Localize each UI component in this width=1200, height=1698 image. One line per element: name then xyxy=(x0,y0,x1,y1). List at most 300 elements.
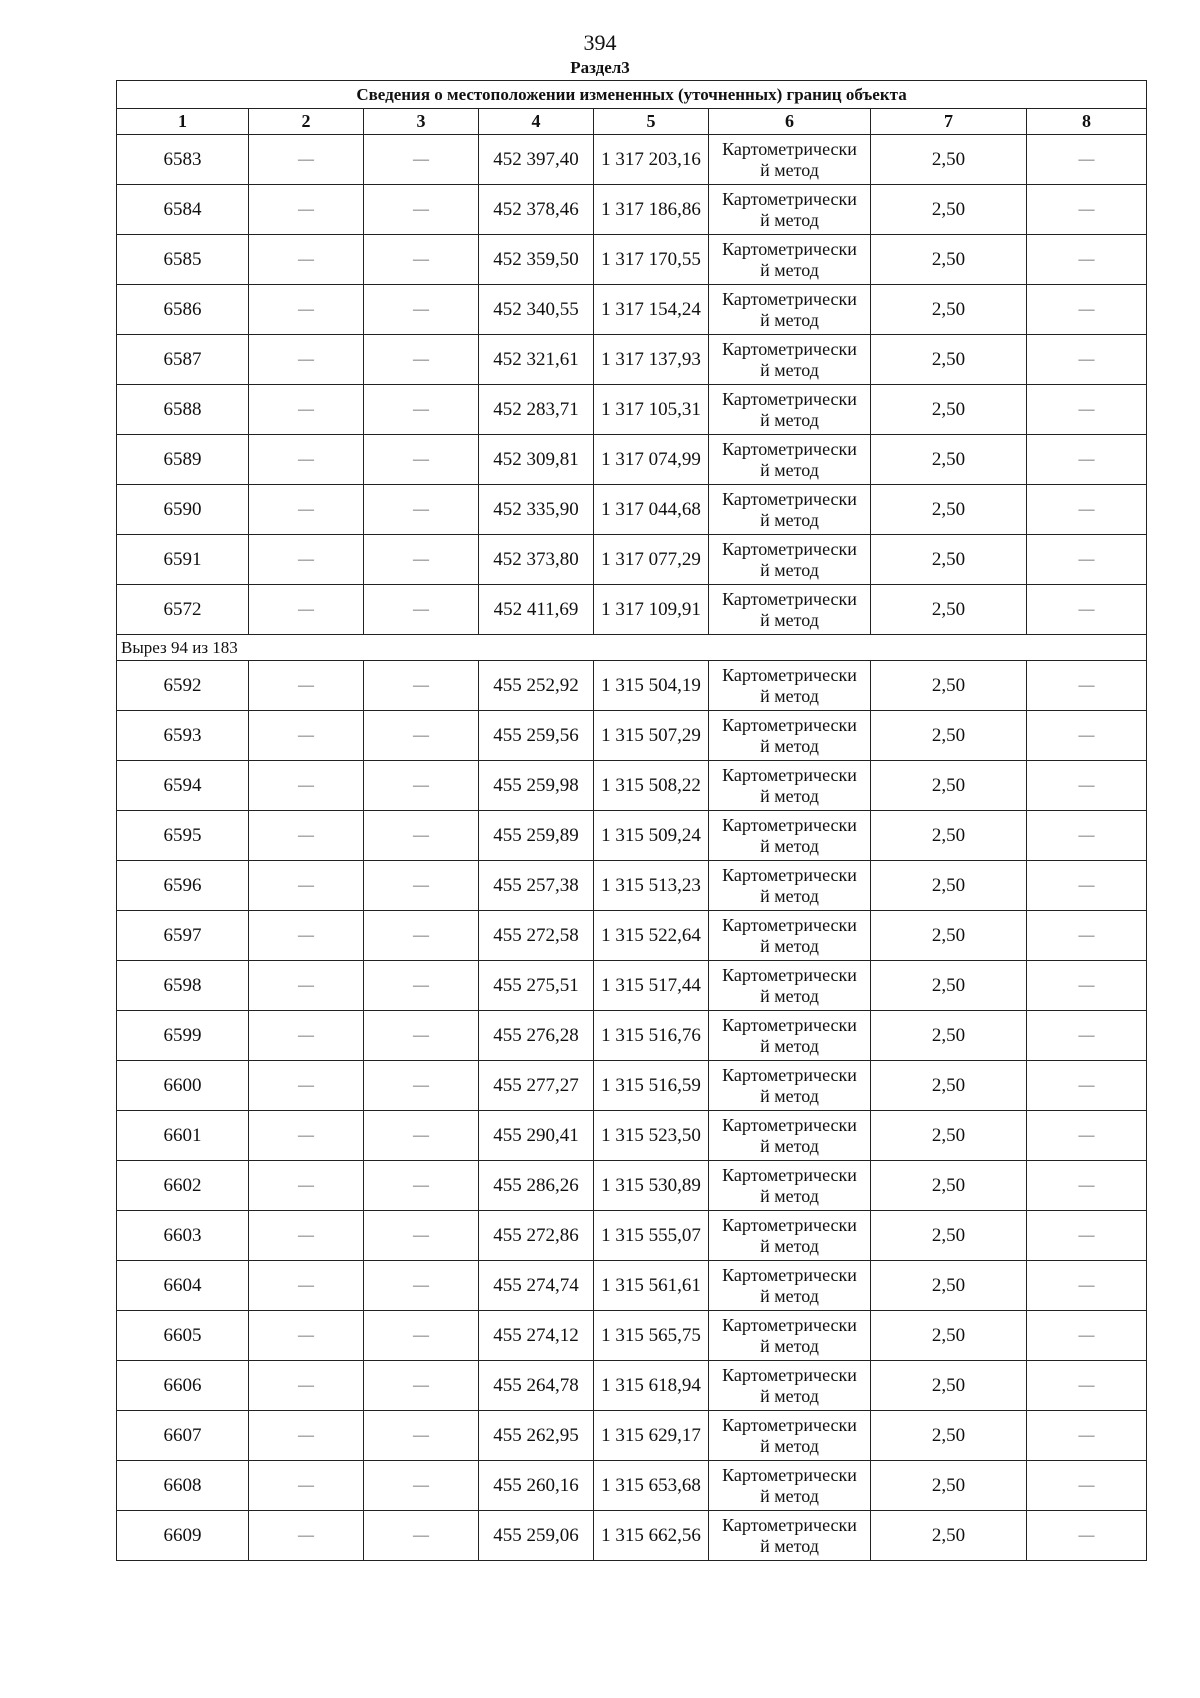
method-line: Картометрически xyxy=(722,1464,857,1485)
method-cell xyxy=(709,335,871,385)
accuracy-cell: 2,50 xyxy=(871,711,1027,761)
method-line: Картометрически xyxy=(722,664,857,685)
method-line: й метод xyxy=(760,159,819,180)
method-line: Картометрически xyxy=(722,288,857,309)
accuracy-cell: 2,50 xyxy=(871,1261,1027,1311)
table-row xyxy=(117,1311,1147,1361)
empty-cell: — xyxy=(1027,1461,1147,1511)
method-line: Картометрически xyxy=(722,864,857,885)
method-cell xyxy=(709,1061,871,1111)
table-row xyxy=(117,661,1147,711)
y-coordinate-cell: 1 315 565,75 xyxy=(594,1311,709,1361)
method-line: й метод xyxy=(760,885,819,906)
accuracy-cell: 2,50 xyxy=(871,485,1027,535)
method-line: й метод xyxy=(760,1385,819,1406)
accuracy-cell: 2,50 xyxy=(871,911,1027,961)
x-coordinate-cell: 455 257,38 xyxy=(479,861,594,911)
method-line: Картометрически xyxy=(722,588,857,609)
x-coordinate-cell: 455 259,56 xyxy=(479,711,594,761)
method-line: Картометрически xyxy=(722,138,857,159)
table-row xyxy=(117,1511,1147,1561)
method-line: Картометрически xyxy=(722,1214,857,1235)
column-header: 5 xyxy=(594,109,709,135)
empty-cell: — xyxy=(1027,1411,1147,1461)
empty-cell: — xyxy=(1027,861,1147,911)
x-coordinate-cell: 455 274,12 xyxy=(479,1311,594,1361)
method-cell xyxy=(709,811,871,861)
empty-cell: — xyxy=(249,1061,364,1111)
point-number-cell: 6596 xyxy=(117,861,249,911)
x-coordinate-cell: 452 309,81 xyxy=(479,435,594,485)
point-number-cell: 6592 xyxy=(117,661,249,711)
point-number-cell: 6583 xyxy=(117,135,249,185)
empty-cell: — xyxy=(364,535,479,585)
y-coordinate-cell: 1 317 077,29 xyxy=(594,535,709,585)
x-coordinate-cell: 455 262,95 xyxy=(479,1411,594,1461)
table-row xyxy=(117,385,1147,435)
empty-cell: — xyxy=(364,1011,479,1061)
method-line: Картометрически xyxy=(722,1264,857,1285)
empty-cell: — xyxy=(364,711,479,761)
section-title: Раздел3 xyxy=(570,58,630,77)
cutout-label: Вырез 94 из 183 xyxy=(117,635,1147,661)
method-line: Картометрически xyxy=(722,1514,857,1535)
table-row xyxy=(117,285,1147,335)
method-line: й метод xyxy=(760,1335,819,1356)
y-coordinate-cell: 1 317 044,68 xyxy=(594,485,709,535)
method-cell xyxy=(709,911,871,961)
method-cell xyxy=(709,1511,871,1561)
empty-cell: — xyxy=(1027,761,1147,811)
y-coordinate-cell: 1 317 137,93 xyxy=(594,335,709,385)
table-caption: Сведения о местоположении измененных (уточненных) границ объекта xyxy=(117,81,1147,109)
empty-cell: — xyxy=(1027,335,1147,385)
point-number-cell: 6588 xyxy=(117,385,249,435)
empty-cell: — xyxy=(364,435,479,485)
method-line: Картометрически xyxy=(722,338,857,359)
method-line: й метод xyxy=(760,1135,819,1156)
empty-cell: — xyxy=(249,911,364,961)
empty-cell: — xyxy=(364,1161,479,1211)
x-coordinate-cell: 455 277,27 xyxy=(479,1061,594,1111)
point-number-cell: 6598 xyxy=(117,961,249,1011)
empty-cell: — xyxy=(249,235,364,285)
accuracy-cell: 2,50 xyxy=(871,811,1027,861)
method-line: й метод xyxy=(760,735,819,756)
empty-cell: — xyxy=(249,1111,364,1161)
method-cell xyxy=(709,1461,871,1511)
method-cell xyxy=(709,385,871,435)
method-line: Картометрически xyxy=(722,1314,857,1335)
empty-cell: — xyxy=(364,185,479,235)
method-line: й метод xyxy=(760,209,819,230)
empty-cell: — xyxy=(1027,185,1147,235)
method-line: й метод xyxy=(760,609,819,630)
empty-cell: — xyxy=(249,1461,364,1511)
x-coordinate-cell: 455 260,16 xyxy=(479,1461,594,1511)
empty-cell: — xyxy=(249,1361,364,1411)
point-number-cell: 6585 xyxy=(117,235,249,285)
empty-cell: — xyxy=(249,711,364,761)
empty-cell: — xyxy=(249,535,364,585)
empty-cell: — xyxy=(1027,385,1147,435)
y-coordinate-cell: 1 317 186,86 xyxy=(594,185,709,235)
method-line: й метод xyxy=(760,1185,819,1206)
method-line: Картометрически xyxy=(722,538,857,559)
table-body xyxy=(117,81,1147,1561)
empty-cell: — xyxy=(1027,585,1147,635)
method-line: й метод xyxy=(760,1235,819,1256)
method-line: Картометрически xyxy=(722,714,857,735)
method-line: й метод xyxy=(760,1035,819,1056)
accuracy-cell: 2,50 xyxy=(871,1311,1027,1361)
accuracy-cell: 2,50 xyxy=(871,285,1027,335)
empty-cell: — xyxy=(1027,1311,1147,1361)
method-cell xyxy=(709,485,871,535)
empty-cell: — xyxy=(364,861,479,911)
table-row xyxy=(117,911,1147,961)
point-number-cell: 6590 xyxy=(117,485,249,535)
empty-cell: — xyxy=(364,1261,479,1311)
method-line: Картометрически xyxy=(722,1064,857,1085)
point-number-cell: 6589 xyxy=(117,435,249,485)
accuracy-cell: 2,50 xyxy=(871,235,1027,285)
x-coordinate-cell: 455 274,74 xyxy=(479,1261,594,1311)
empty-cell: — xyxy=(1027,811,1147,861)
table-row xyxy=(117,585,1147,635)
method-line: й метод xyxy=(760,785,819,806)
method-line: й метод xyxy=(760,509,819,530)
accuracy-cell: 2,50 xyxy=(871,1061,1027,1111)
method-cell xyxy=(709,235,871,285)
x-coordinate-cell: 455 275,51 xyxy=(479,961,594,1011)
method-line: й метод xyxy=(760,259,819,280)
point-number-cell: 6594 xyxy=(117,761,249,811)
empty-cell: — xyxy=(364,385,479,435)
method-line: й метод xyxy=(760,1485,819,1506)
y-coordinate-cell: 1 315 555,07 xyxy=(594,1211,709,1261)
accuracy-cell: 2,50 xyxy=(871,961,1027,1011)
point-number-cell: 6591 xyxy=(117,535,249,585)
method-cell xyxy=(709,585,871,635)
point-number-cell: 6606 xyxy=(117,1361,249,1411)
table-row xyxy=(117,235,1147,285)
accuracy-cell: 2,50 xyxy=(871,861,1027,911)
empty-cell: — xyxy=(1027,661,1147,711)
point-number-cell: 6587 xyxy=(117,335,249,385)
empty-cell: — xyxy=(364,135,479,185)
empty-cell: — xyxy=(1027,1061,1147,1111)
method-cell xyxy=(709,1111,871,1161)
point-number-cell: 6597 xyxy=(117,911,249,961)
method-cell xyxy=(709,535,871,585)
table-row xyxy=(117,811,1147,861)
empty-cell: — xyxy=(364,335,479,385)
y-coordinate-cell: 1 317 203,16 xyxy=(594,135,709,185)
y-coordinate-cell: 1 315 561,61 xyxy=(594,1261,709,1311)
method-cell xyxy=(709,1011,871,1061)
x-coordinate-cell: 452 397,40 xyxy=(479,135,594,185)
method-cell xyxy=(709,1211,871,1261)
y-coordinate-cell: 1 315 508,22 xyxy=(594,761,709,811)
point-number-cell: 6608 xyxy=(117,1461,249,1511)
method-line: Картометрически xyxy=(722,388,857,409)
table-row xyxy=(117,335,1147,385)
x-coordinate-cell: 452 340,55 xyxy=(479,285,594,335)
y-coordinate-cell: 1 315 523,50 xyxy=(594,1111,709,1161)
x-coordinate-cell: 452 373,80 xyxy=(479,535,594,585)
accuracy-cell: 2,50 xyxy=(871,1361,1027,1411)
method-cell xyxy=(709,861,871,911)
method-line: Картометрически xyxy=(722,914,857,935)
point-number-cell: 6595 xyxy=(117,811,249,861)
empty-cell: — xyxy=(1027,435,1147,485)
method-line: Картометрически xyxy=(722,1164,857,1185)
column-header: 2 xyxy=(249,109,364,135)
empty-cell: — xyxy=(364,811,479,861)
y-coordinate-cell: 1 315 530,89 xyxy=(594,1161,709,1211)
empty-cell: — xyxy=(249,185,364,235)
method-cell xyxy=(709,1361,871,1411)
empty-cell: — xyxy=(1027,1111,1147,1161)
y-coordinate-cell: 1 315 522,64 xyxy=(594,911,709,961)
empty-cell: — xyxy=(1027,961,1147,1011)
empty-cell: — xyxy=(1027,1511,1147,1561)
accuracy-cell: 2,50 xyxy=(871,385,1027,435)
empty-cell: — xyxy=(364,285,479,335)
empty-cell: — xyxy=(1027,1011,1147,1061)
y-coordinate-cell: 1 315 516,76 xyxy=(594,1011,709,1061)
column-header: 7 xyxy=(871,109,1027,135)
method-line: Картометрически xyxy=(722,1014,857,1035)
empty-cell: — xyxy=(364,485,479,535)
empty-cell: — xyxy=(1027,535,1147,585)
column-header: 1 xyxy=(117,109,249,135)
x-coordinate-cell: 455 286,26 xyxy=(479,1161,594,1211)
empty-cell: — xyxy=(249,1211,364,1261)
empty-cell: — xyxy=(1027,1361,1147,1411)
y-coordinate-cell: 1 317 154,24 xyxy=(594,285,709,335)
y-coordinate-cell: 1 315 516,59 xyxy=(594,1061,709,1111)
method-line: Картометрически xyxy=(722,1114,857,1135)
point-number-cell: 6572 xyxy=(117,585,249,635)
accuracy-cell: 2,50 xyxy=(871,435,1027,485)
point-number-cell: 6601 xyxy=(117,1111,249,1161)
y-coordinate-cell: 1 315 509,24 xyxy=(594,811,709,861)
column-header-row xyxy=(117,109,1147,135)
y-coordinate-cell: 1 317 074,99 xyxy=(594,435,709,485)
table-row xyxy=(117,961,1147,1011)
method-line: Картометрически xyxy=(722,438,857,459)
empty-cell: — xyxy=(249,861,364,911)
x-coordinate-cell: 452 335,90 xyxy=(479,485,594,535)
x-coordinate-cell: 455 264,78 xyxy=(479,1361,594,1411)
x-coordinate-cell: 455 259,06 xyxy=(479,1511,594,1561)
method-line: й метод xyxy=(760,685,819,706)
empty-cell: — xyxy=(249,1411,364,1461)
x-coordinate-cell: 455 272,58 xyxy=(479,911,594,961)
x-coordinate-cell: 455 252,92 xyxy=(479,661,594,711)
y-coordinate-cell: 1 317 170,55 xyxy=(594,235,709,285)
point-number-cell: 6599 xyxy=(117,1011,249,1061)
empty-cell: — xyxy=(364,1311,479,1361)
empty-cell: — xyxy=(364,1411,479,1461)
method-line: й метод xyxy=(760,1435,819,1456)
accuracy-cell: 2,50 xyxy=(871,1411,1027,1461)
empty-cell: — xyxy=(1027,285,1147,335)
table-row xyxy=(117,1411,1147,1461)
table-row xyxy=(117,711,1147,761)
x-coordinate-cell: 455 272,86 xyxy=(479,1211,594,1261)
point-number-cell: 6603 xyxy=(117,1211,249,1261)
empty-cell: — xyxy=(1027,135,1147,185)
empty-cell: — xyxy=(249,1511,364,1561)
point-number-cell: 6593 xyxy=(117,711,249,761)
point-number-cell: 6605 xyxy=(117,1311,249,1361)
empty-cell: — xyxy=(364,761,479,811)
method-cell xyxy=(709,135,871,185)
table-row xyxy=(117,435,1147,485)
method-line: Картометрически xyxy=(722,1364,857,1385)
empty-cell: — xyxy=(364,1511,479,1561)
method-line: й метод xyxy=(760,559,819,580)
y-coordinate-cell: 1 315 618,94 xyxy=(594,1361,709,1411)
y-coordinate-cell: 1 315 507,29 xyxy=(594,711,709,761)
empty-cell: — xyxy=(249,1161,364,1211)
table-row xyxy=(117,1161,1147,1211)
x-coordinate-cell: 452 359,50 xyxy=(479,235,594,285)
x-coordinate-cell: 455 276,28 xyxy=(479,1011,594,1061)
empty-cell: — xyxy=(249,1261,364,1311)
method-line: Картометрически xyxy=(722,814,857,835)
empty-cell: — xyxy=(249,485,364,535)
method-line: й метод xyxy=(760,1085,819,1106)
method-cell xyxy=(709,711,871,761)
empty-cell: — xyxy=(1027,911,1147,961)
table-row xyxy=(117,1461,1147,1511)
method-line: й метод xyxy=(760,409,819,430)
accuracy-cell: 2,50 xyxy=(871,1111,1027,1161)
cutout-row xyxy=(117,635,1147,661)
table-row xyxy=(117,135,1147,185)
point-number-cell: 6600 xyxy=(117,1061,249,1111)
point-number-cell: 6586 xyxy=(117,285,249,335)
empty-cell: — xyxy=(364,1211,479,1261)
method-line: й метод xyxy=(760,1285,819,1306)
x-coordinate-cell: 455 259,98 xyxy=(479,761,594,811)
empty-cell: — xyxy=(249,335,364,385)
method-line: й метод xyxy=(760,835,819,856)
accuracy-cell: 2,50 xyxy=(871,1211,1027,1261)
point-number-cell: 6584 xyxy=(117,185,249,235)
method-line: й метод xyxy=(760,459,819,480)
coordinates-table xyxy=(116,80,1147,1561)
method-line: Картометрически xyxy=(722,188,857,209)
method-line: Картометрически xyxy=(722,764,857,785)
accuracy-cell: 2,50 xyxy=(871,335,1027,385)
empty-cell: — xyxy=(364,235,479,285)
point-number-cell: 6604 xyxy=(117,1261,249,1311)
table-row xyxy=(117,1211,1147,1261)
empty-cell: — xyxy=(1027,1261,1147,1311)
method-line: Картометрически xyxy=(722,238,857,259)
empty-cell: — xyxy=(1027,485,1147,535)
empty-cell: — xyxy=(249,285,364,335)
x-coordinate-cell: 455 290,41 xyxy=(479,1111,594,1161)
point-number-cell: 6609 xyxy=(117,1511,249,1561)
x-coordinate-cell: 455 259,89 xyxy=(479,811,594,861)
y-coordinate-cell: 1 315 513,23 xyxy=(594,861,709,911)
empty-cell: — xyxy=(364,1061,479,1111)
empty-cell: — xyxy=(249,1311,364,1361)
column-header: 8 xyxy=(1027,109,1147,135)
empty-cell: — xyxy=(1027,1211,1147,1261)
method-line: й метод xyxy=(760,985,819,1006)
point-number-cell: 6607 xyxy=(117,1411,249,1461)
method-cell xyxy=(709,285,871,335)
empty-cell: — xyxy=(364,1361,479,1411)
table-row xyxy=(117,761,1147,811)
x-coordinate-cell: 452 411,69 xyxy=(479,585,594,635)
accuracy-cell: 2,50 xyxy=(871,135,1027,185)
accuracy-cell: 2,50 xyxy=(871,185,1027,235)
empty-cell: — xyxy=(249,585,364,635)
method-cell xyxy=(709,185,871,235)
table-caption-row xyxy=(117,81,1147,109)
empty-cell: — xyxy=(249,811,364,861)
method-cell xyxy=(709,1261,871,1311)
table-row xyxy=(117,185,1147,235)
accuracy-cell: 2,50 xyxy=(871,585,1027,635)
page-number: 394 xyxy=(583,30,617,55)
empty-cell: — xyxy=(1027,1161,1147,1211)
empty-cell: — xyxy=(1027,235,1147,285)
accuracy-cell: 2,50 xyxy=(871,661,1027,711)
method-cell xyxy=(709,661,871,711)
method-cell xyxy=(709,435,871,485)
method-line: Картометрически xyxy=(722,964,857,985)
table-row xyxy=(117,1061,1147,1111)
empty-cell: — xyxy=(364,585,479,635)
x-coordinate-cell: 452 283,71 xyxy=(479,385,594,435)
method-line: й метод xyxy=(760,1535,819,1556)
x-coordinate-cell: 452 321,61 xyxy=(479,335,594,385)
method-cell xyxy=(709,961,871,1011)
empty-cell: — xyxy=(249,385,364,435)
table-row xyxy=(117,1011,1147,1061)
method-cell xyxy=(709,1161,871,1211)
accuracy-cell: 2,50 xyxy=(871,1461,1027,1511)
y-coordinate-cell: 1 315 504,19 xyxy=(594,661,709,711)
y-coordinate-cell: 1 317 109,91 xyxy=(594,585,709,635)
accuracy-cell: 2,50 xyxy=(871,761,1027,811)
accuracy-cell: 2,50 xyxy=(871,1161,1027,1211)
column-header: 4 xyxy=(479,109,594,135)
empty-cell: — xyxy=(249,1011,364,1061)
table-row xyxy=(117,1261,1147,1311)
empty-cell: — xyxy=(364,1111,479,1161)
empty-cell: — xyxy=(364,1461,479,1511)
x-coordinate-cell: 452 378,46 xyxy=(479,185,594,235)
accuracy-cell: 2,50 xyxy=(871,1011,1027,1061)
y-coordinate-cell: 1 315 517,44 xyxy=(594,961,709,1011)
column-header: 3 xyxy=(364,109,479,135)
table-row xyxy=(117,1111,1147,1161)
accuracy-cell: 2,50 xyxy=(871,1511,1027,1561)
method-cell xyxy=(709,1311,871,1361)
method-line: й метод xyxy=(760,359,819,380)
empty-cell: — xyxy=(249,135,364,185)
